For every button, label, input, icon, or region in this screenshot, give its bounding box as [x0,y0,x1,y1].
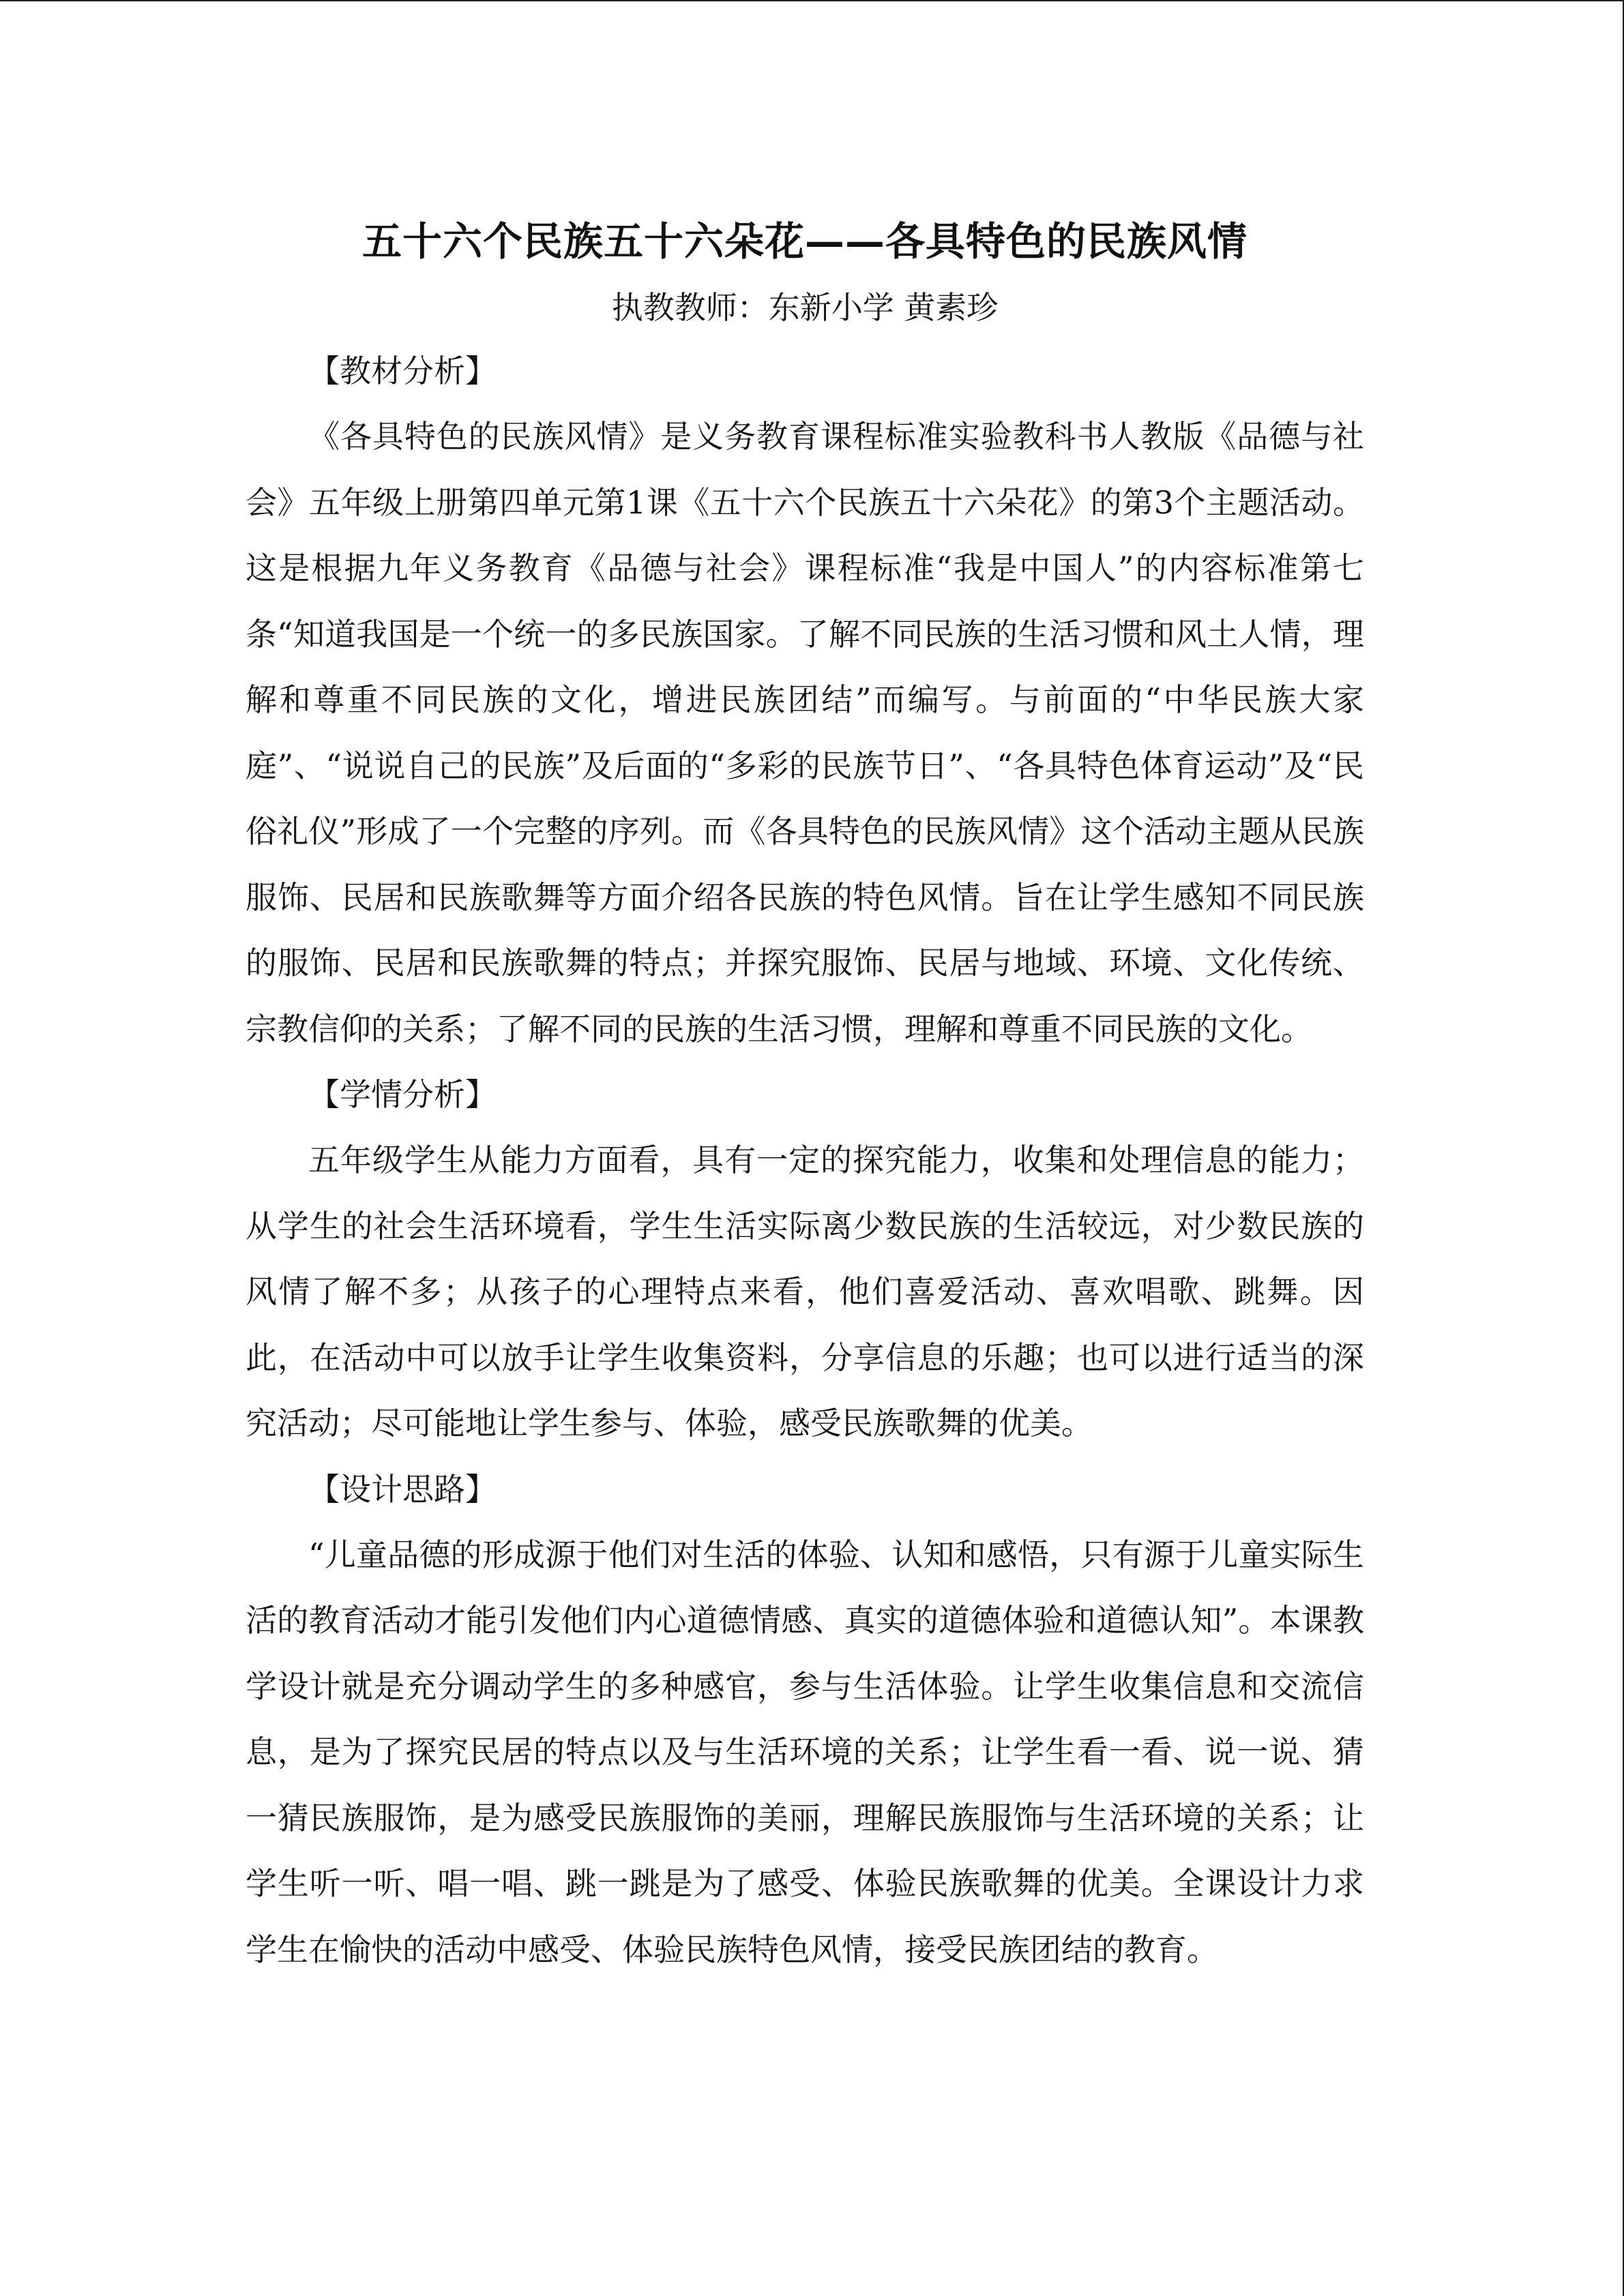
section-textbook-analysis [246,338,1364,1062]
section-body: “儿童品德的形成源于他们对生活的体验、认知和感悟，只有源于儿童实际生活的教育活动才能引发他们内心道德情感、真实的道德体验和道德认知”。本课教学设计就是充分调动学生的多种感官，参与生活体验。让学生收集信息和交流信息，是为了探究民居的特点以及与生活环境的关系；让学生看一看、说一说、猜一猜民族服饰，是为感受民族服饰的美丽，理解民族服饰与生活环境的关系；让学生听一听、唱一唱、跳一跳是为了感受、体验民族歌舞的优美。全课设计力求学生在愉快的活动中感受、体验民族特色风情，接受民族团结的教育。 [246,1536,1364,1968]
section-student-analysis [246,1062,1364,1457]
section-body: 五年级学生从能力方面看，具有一定的探究能力，收集和处理信息的能力；从学生的社会生活环境看，学生生活实际离少数民族的生活较远，对少数民族的风情了解不多；从孩子的心理特点来看，他们喜爱活动、喜欢唱歌、跳舞。因此，在活动中可以放手让学生收集资料，分享信息的乐趣；也可以进行适当的深究活动；尽可能地让学生参与、体验，感受民族歌舞的优美。 [246,1142,1364,1442]
section-design-idea [246,1457,1364,1983]
document-content [246,206,1364,1982]
document-title: 五十六个民族五十六朵花——各具特色的民族风情 [361,218,1247,265]
section-body: 《各具特色的民族风情》是义务教育课程标准实验教科书人教版《品德与社会》五年级上册第四单元第1课《五十六个民族五十六朵花》的第3个主题活动。这是根据九年义务教育《品德与社会》课程标准“我是中国人”的内容标准第七条“知道我国是一个统一的多民族国家。了解不同民族的生活习惯和风土人情，理解和尊重不同民族的文化，增进民族团结”而编写。与前面的“中华民族大家庭”、“说说自己的民族”及后面的“多彩的民族节日”、“各具特色体育运动”及“民俗礼仪”形成了一个完整的序列。而《各具特色的民族风情》这个活动主题从民族服饰、民居和民族歌舞等方面介绍各民族的特色风情。旨在让学生感知不同民族的服饰、民居和民族歌舞的特点；并探究服饰、民居与地域、环境、文化传统、宗教信仰的关系；了解不同的民族的生活习惯，理解和尊重不同民族的文化。 [246,418,1364,1047]
section-heading: 【学情分析】 [308,1076,497,1113]
section-heading: 【设计思路】 [308,1470,497,1508]
teacher-line: 执教教师：东新小学 黄素珍 [611,289,999,326]
section-heading: 【教材分析】 [308,353,497,389]
